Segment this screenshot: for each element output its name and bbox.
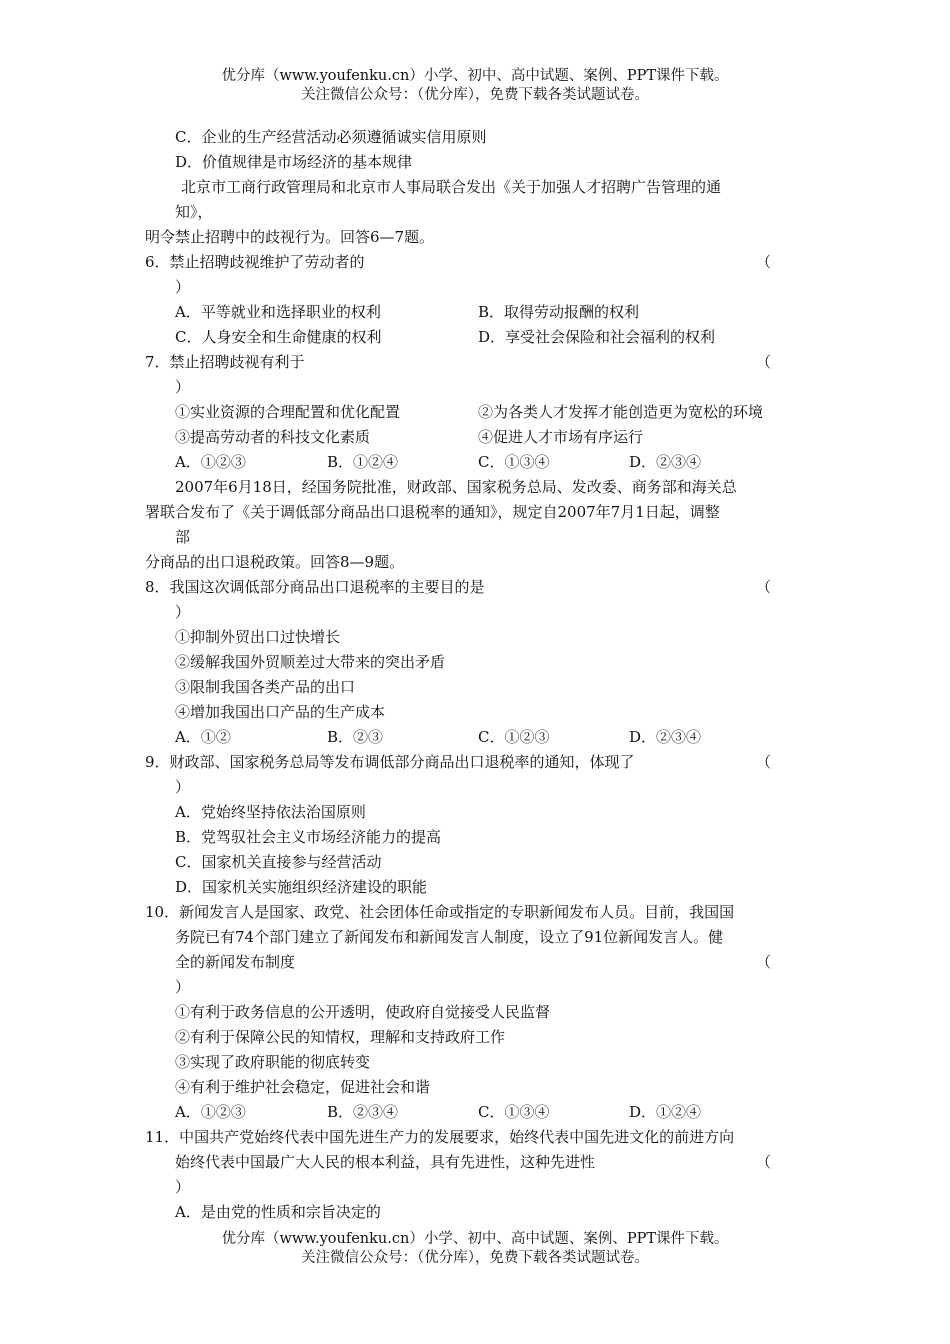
- q9-stem: 9．财政部、国家税务总局等发布调低部分商品出口退税率的通知，体现了: [145, 753, 635, 771]
- q8-stem: 8．我国这次调低部分商品出口退税率的主要目的是: [145, 578, 485, 596]
- q6-answer-paren-open: （: [756, 253, 772, 271]
- q9-option-b: B．党驾驭社会主义市场经济能力的提高: [175, 828, 442, 846]
- q8-item-3: ③限制我国各类产品的出口: [175, 678, 356, 696]
- material-2-line-2: 署联合发布了《关于调低部分商品出口退税率的通知》，规定自2007年7月1日起，调整: [145, 503, 720, 521]
- q10-stem-line-2: 务院已有74个部门建立了新闻发布和新闻发言人制度，设立了91位新闻发言人。健: [175, 928, 724, 946]
- material-1-line-2: 知》，: [175, 203, 213, 221]
- q7-answer-paren-open: （: [756, 353, 772, 371]
- q10-option-c: C．①③④: [478, 1103, 550, 1121]
- q8-answer-paren-close: ）: [175, 603, 191, 621]
- q7-option-b: B．①②④: [327, 453, 399, 471]
- q5-option-d: D．价值规律是市场经济的基本规律: [175, 153, 413, 171]
- q9-answer-paren-open: （: [756, 753, 772, 771]
- q10-option-a: A．①②③: [175, 1103, 246, 1121]
- q7-option-d: D．②③④: [629, 453, 702, 471]
- q5-option-c: C．企业的生产经营活动必须遵循诚实信用原则: [175, 128, 487, 146]
- header-line-1: 优分库（www.youfenku.cn）小学、初中、高中试题、案例、PPT课件下载。: [221, 68, 729, 84]
- q8-option-c: C．①②③: [478, 728, 550, 746]
- q10-answer-paren-open: （: [756, 953, 772, 971]
- q9-option-c: C．国家机关直接参与经营活动: [175, 853, 382, 871]
- q9-answer-paren-close: ）: [175, 778, 191, 796]
- q8-answer-paren-open: （: [756, 578, 772, 596]
- q11-stem-line-2: 始终代表中国最广大人民的根本利益，具有先进性，这种先进性: [175, 1153, 596, 1171]
- q11-answer-paren-close: ）: [175, 1178, 191, 1196]
- q7-stem: 7．禁止招聘歧视有利于: [145, 353, 305, 371]
- q11-stem-line-1: 11．中国共产党始终代表中国先进生产力的发展要求，始终代表中国先进文化的前进方向: [145, 1128, 735, 1146]
- q8-item-2: ②缓解我国外贸顺差过大带来的突出矛盾: [175, 653, 446, 671]
- q10-item-3: ③实现了政府职能的彻底转变: [175, 1053, 371, 1071]
- q11-option-a: A．是由党的性质和宗旨决定的: [175, 1203, 381, 1221]
- q10-item-4: ④有利于维护社会稳定，促进社会和谐: [175, 1078, 431, 1096]
- q10-answer-paren-close: ）: [175, 978, 191, 996]
- q6-option-a: A．平等就业和选择职业的权利: [175, 303, 381, 321]
- material-2-line-1: 2007年6月18日，经国务院批准，财政部、国家税务总局、发改委、商务部和海关总: [175, 478, 737, 496]
- material-2-line-3: 部: [175, 528, 191, 546]
- q7-item-2: ②为各类人才发挥才能创造更为宽松的环境: [478, 403, 764, 421]
- q7-option-c: C．①③④: [478, 453, 550, 471]
- q8-item-4: ④增加我国出口产品的生产成本: [175, 703, 386, 721]
- q10-option-b: B．②③④: [327, 1103, 399, 1121]
- footer-line-2: 关注微信公众号：（优分库），免费下载各类试题试卷。: [301, 1250, 649, 1266]
- material-1-line-1: 北京市工商行政管理局和北京市人事局联合发出《关于加强人才招聘广告管理的通: [181, 178, 722, 196]
- q8-option-d: D．②③④: [629, 728, 702, 746]
- q9-option-a: A．党始终坚持依法治国原则: [175, 803, 366, 821]
- q7-item-3: ③提高劳动者的科技文化素质: [175, 428, 371, 446]
- q8-option-a: A．①②: [175, 728, 231, 746]
- q10-stem-line-3: 全的新闻发布制度: [175, 953, 296, 971]
- footer-line-1: 优分库（www.youfenku.cn）小学、初中、高中试题、案例、PPT课件下载。: [221, 1231, 729, 1247]
- q7-item-1: ①实业资源的合理配置和优化配置: [175, 403, 401, 421]
- q8-item-1: ①抑制外贸出口过快增长: [175, 628, 341, 646]
- q11-answer-paren-open: （: [756, 1153, 772, 1171]
- material-1-line-3: 明令禁止招聘中的歧视行为。回答6—7题。: [145, 228, 435, 246]
- header-line-2: 关注微信公众号：（优分库），免费下载各类试题试卷。: [301, 87, 649, 103]
- q9-option-d: D．国家机关实施组织经济建设的职能: [175, 878, 428, 896]
- q7-answer-paren-close: ）: [175, 378, 191, 396]
- q10-item-2: ②有利于保障公民的知情权，理解和支持政府工作: [175, 1028, 506, 1046]
- q8-option-b: B．②③: [327, 728, 384, 746]
- q6-stem: 6．禁止招聘歧视维护了劳动者的: [145, 253, 365, 271]
- q10-option-d: D．①②④: [629, 1103, 702, 1121]
- q10-stem-line-1: 10．新闻发言人是国家、政党、社会团体任命或指定的专职新闻发布人员。目前，我国国: [145, 903, 735, 921]
- q10-item-1: ①有利于政务信息的公开透明，使政府自觉接受人民监督: [175, 1003, 551, 1021]
- q6-option-c: C．人身安全和生命健康的权利: [175, 328, 382, 346]
- q6-option-d: D．享受社会保险和社会福利的权利: [478, 328, 716, 346]
- q6-answer-paren-close: ）: [175, 278, 191, 296]
- q6-option-b: B．取得劳动报酬的权利: [478, 303, 640, 321]
- q7-option-a: A．①②③: [175, 453, 246, 471]
- material-2-line-4: 分商品的出口退税政策。回答8—9题。: [145, 553, 405, 571]
- q7-item-4: ④促进人才市场有序运行: [478, 428, 644, 446]
